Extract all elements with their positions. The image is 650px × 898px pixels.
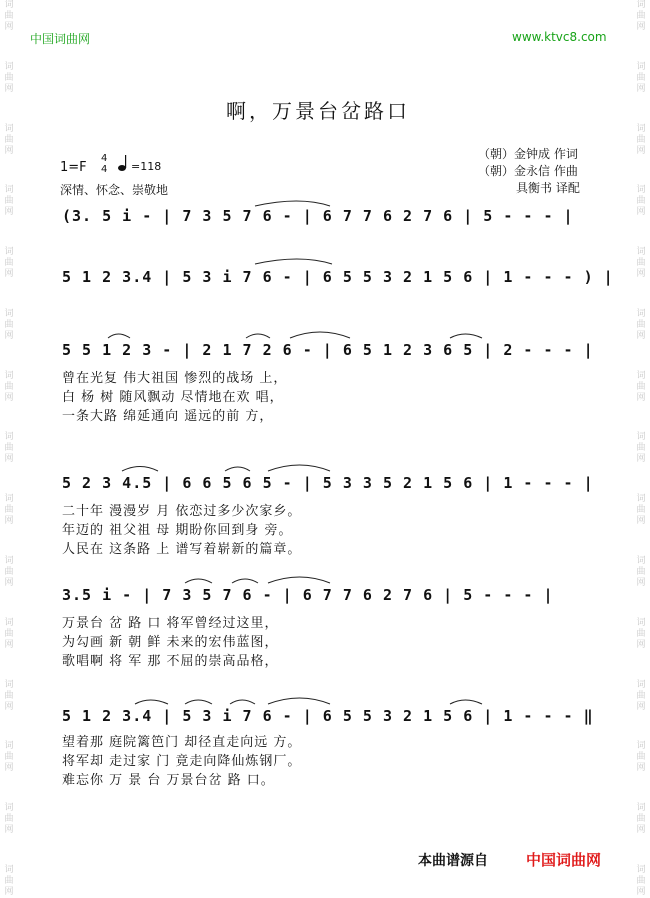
slur-mark — [268, 698, 330, 704]
watermark-glyph: 曲 — [4, 875, 14, 886]
slur-mark — [255, 201, 330, 206]
watermark-glyph: 曲 — [636, 628, 646, 639]
watermark-glyph: 词 — [636, 432, 646, 443]
watermark-glyph: 曲 — [4, 134, 14, 145]
watermark-glyph: 词 — [4, 247, 14, 258]
source-label: 本曲谱源自 — [418, 853, 488, 869]
time-bottom: 4 — [101, 164, 108, 175]
watermark-glyph: 词 — [636, 864, 646, 875]
score-line-1: (3. 5 i - | 7 3 5 7 6 - | 6 7 7 6 2 7 6 | 5 - - - | — [62, 207, 574, 225]
watermark-glyph: 网 — [4, 825, 14, 836]
slur-mark — [135, 700, 168, 704]
watermark-glyph: 曲 — [636, 11, 646, 21]
watermark-glyph: 曲 — [636, 134, 646, 145]
watermark-glyph: 词 — [636, 617, 646, 628]
site-url: www.ktvc8.com — [512, 30, 607, 44]
watermark-glyph: 词 — [4, 494, 14, 505]
watermark-glyph: 网 — [4, 516, 14, 527]
watermark-glyph: 曲 — [4, 628, 14, 639]
score-line-6: 5 1 2 3.4 | 5 3 i 7 6 - | 6 5 5 3 2 1 5 6 | 1 - - - ‖ — [62, 707, 594, 725]
watermark-glyph: 曲 — [636, 505, 646, 516]
watermark-glyph: 词 — [636, 185, 646, 196]
watermark-glyph: 曲 — [4, 567, 14, 578]
watermark-glyph: 词 — [636, 679, 646, 690]
slur-mark — [268, 577, 330, 583]
lyric-line-4-verse-2: 年迈的 祖父祖 母 期盼你回到身 旁。 — [62, 523, 293, 538]
watermark-glyph: 词 — [4, 0, 14, 10]
watermark-glyph: 网 — [636, 763, 646, 774]
watermark-glyph: 曲 — [636, 381, 646, 392]
slur-mark — [450, 700, 482, 704]
watermark-glyph: 网 — [4, 22, 14, 32]
lyric-line-3-verse-3: 一条大路 绵延通向 遥远的前 方， — [62, 409, 274, 424]
watermark-glyph: 网 — [636, 886, 646, 897]
watermark-glyph: 网 — [4, 269, 14, 280]
watermark-glyph: 曲 — [4, 752, 14, 763]
watermark-glyph: 词 — [4, 432, 14, 443]
watermark-glyph: 网 — [4, 330, 14, 341]
slur-mark — [290, 332, 350, 338]
watermark-glyph: 词 — [4, 679, 14, 690]
slur-mark — [450, 334, 482, 338]
slur-mark — [185, 700, 212, 704]
watermark-glyph: 曲 — [4, 258, 14, 269]
watermark-glyph: 词 — [636, 370, 646, 381]
watermark-glyph: 网 — [4, 701, 14, 712]
slur-mark — [230, 700, 255, 704]
watermark-glyph: 网 — [636, 639, 646, 650]
watermark-glyph: 词 — [636, 556, 646, 567]
watermark-glyph: 网 — [4, 578, 14, 589]
watermark-glyph: 曲 — [4, 814, 14, 825]
watermark-glyph: 曲 — [636, 752, 646, 763]
watermark-glyph: 词 — [636, 247, 646, 258]
watermark-glyph: 网 — [4, 639, 14, 650]
watermark-glyph: 曲 — [636, 258, 646, 269]
watermark-glyph: 词 — [4, 556, 14, 567]
watermark-glyph: 曲 — [636, 875, 646, 886]
watermark-glyph: 曲 — [636, 814, 646, 825]
watermark-glyph: 网 — [636, 454, 646, 465]
watermark-glyph: 网 — [636, 392, 646, 403]
arranger-credit: 具衡书 译配 — [516, 181, 580, 195]
slur-mark — [122, 467, 158, 472]
watermark-glyph: 曲 — [4, 443, 14, 454]
watermark-glyph: 曲 — [636, 196, 646, 207]
watermark-glyph: 网 — [636, 825, 646, 836]
watermark-glyph: 曲 — [636, 690, 646, 701]
lyric-line-5-verse-2: 为勾画 新 朝 鲜 未来的宏伟蓝图， — [62, 635, 279, 650]
watermark-glyph: 词 — [4, 741, 14, 752]
watermark-glyph: 网 — [4, 886, 14, 897]
lyricist-credit: （朝）金钟成 作词 — [478, 147, 578, 161]
tempo-value: =118 — [131, 160, 162, 173]
site-name: 中国词曲网 — [30, 32, 91, 46]
lyric-line-6-verse-1: 望着那 庭院篱笆门 却径直走向远 方。 — [62, 735, 302, 750]
watermark-glyph: 网 — [636, 269, 646, 280]
song-title: 啊，万景台岔路口 — [226, 99, 410, 123]
composer-credit: （朝）金永信 作曲 — [478, 164, 578, 178]
watermark-glyph: 词 — [4, 123, 14, 134]
lyric-line-6-verse-2: 将军却 走过家 门 竟走向降仙炼钢厂。 — [62, 754, 302, 769]
slur-mark — [255, 259, 332, 264]
watermark-glyph: 网 — [4, 763, 14, 774]
watermark-glyph: 网 — [636, 145, 646, 156]
watermark-glyph: 网 — [636, 330, 646, 341]
watermark-glyph: 曲 — [4, 11, 14, 21]
watermark-glyph: 曲 — [636, 443, 646, 454]
watermark-glyph: 词 — [636, 61, 646, 72]
watermark-glyph: 词 — [4, 617, 14, 628]
watermark-glyph: 网 — [4, 392, 14, 403]
watermark-glyph: 网 — [636, 701, 646, 712]
watermark-glyph: 词 — [636, 803, 646, 814]
lyric-line-3-verse-1: 曾在光复 伟大祖国 惨烈的战场 上， — [62, 371, 288, 386]
watermark-glyph: 网 — [636, 578, 646, 589]
watermark-glyph: 网 — [4, 83, 14, 94]
lyric-line-5-verse-3: 歌唱啊 将 军 那 不屈的崇高品格， — [62, 654, 279, 669]
lyric-line-3-verse-2: 白 杨 树 随风飘动 尽情地在欢 唱， — [62, 390, 284, 405]
watermark-glyph: 词 — [636, 741, 646, 752]
watermark-glyph: 网 — [636, 207, 646, 218]
score-line-2: 5 1 2 3.4 | 5 3 i 7 6 - | 6 5 5 3 2 1 5 6 | 1 - - - ) | — [62, 268, 614, 286]
watermark-glyph: 词 — [4, 803, 14, 814]
score-line-5: 3.5 i - | 7 3 5 7 6 - | 6 7 7 6 2 7 6 | 5 - - - | — [62, 586, 554, 604]
watermark-glyph: 网 — [636, 22, 646, 32]
watermark-glyph: 曲 — [4, 196, 14, 207]
watermark-glyph: 网 — [636, 516, 646, 527]
watermark-glyph: 曲 — [4, 505, 14, 516]
lyric-line-4-verse-1: 二十年 漫漫岁 月 依恋过多少次家乡。 — [62, 504, 302, 519]
slur-mark — [232, 579, 258, 583]
watermark-glyph: 词 — [4, 185, 14, 196]
watermark-glyph: 曲 — [4, 72, 14, 83]
watermark-glyph: 网 — [4, 207, 14, 218]
watermark-glyph: 曲 — [636, 72, 646, 83]
watermark-glyph: 曲 — [4, 690, 14, 701]
watermark-glyph: 词 — [4, 61, 14, 72]
watermark-glyph: 曲 — [4, 381, 14, 392]
source-site: 中国词曲网 — [526, 851, 602, 869]
watermark-glyph: 词 — [636, 494, 646, 505]
watermark-glyph: 词 — [636, 123, 646, 134]
watermark-glyph: 词 — [636, 0, 646, 10]
watermark-glyph: 网 — [636, 83, 646, 94]
watermark-glyph: 网 — [4, 145, 14, 156]
key-signature: 1=F — [60, 160, 87, 175]
slur-mark — [108, 334, 130, 338]
expression-mark: 深情、怀念、崇敬地 — [60, 183, 169, 197]
watermark-glyph: 词 — [4, 308, 14, 319]
watermark-glyph: 曲 — [4, 319, 14, 330]
watermark-glyph: 词 — [636, 308, 646, 319]
score-line-4: 5 2 3 4.5 | 6 6 5 6 5 - | 5 3 3 5 2 1 5 6 | 1 - - - | — [62, 474, 594, 492]
lyric-line-5-verse-1: 万景台 岔 路 口 将军曾经过这里， — [62, 616, 279, 631]
time-top: 4 — [101, 153, 108, 164]
score-line-3: 5 5 1 2 3 - | 2 1 7 2 6 - | 6 5 1 2 3 6 5 | 2 - - - | — [62, 341, 594, 359]
watermark-glyph: 曲 — [636, 319, 646, 330]
watermark-glyph: 网 — [4, 454, 14, 465]
lyric-line-6-verse-3: 难忘你 万 景 台 万景台岔 路 口。 — [62, 773, 275, 788]
watermark-glyph: 词 — [4, 864, 14, 875]
watermark-glyph: 曲 — [636, 567, 646, 578]
slur-mark — [268, 465, 330, 471]
slur-mark — [246, 334, 270, 338]
lyric-line-4-verse-3: 人民在 这条路 上 谱写着崭新的篇章。 — [62, 542, 302, 557]
slur-mark — [225, 467, 250, 471]
watermark-glyph: 词 — [4, 370, 14, 381]
slur-mark — [185, 579, 212, 583]
